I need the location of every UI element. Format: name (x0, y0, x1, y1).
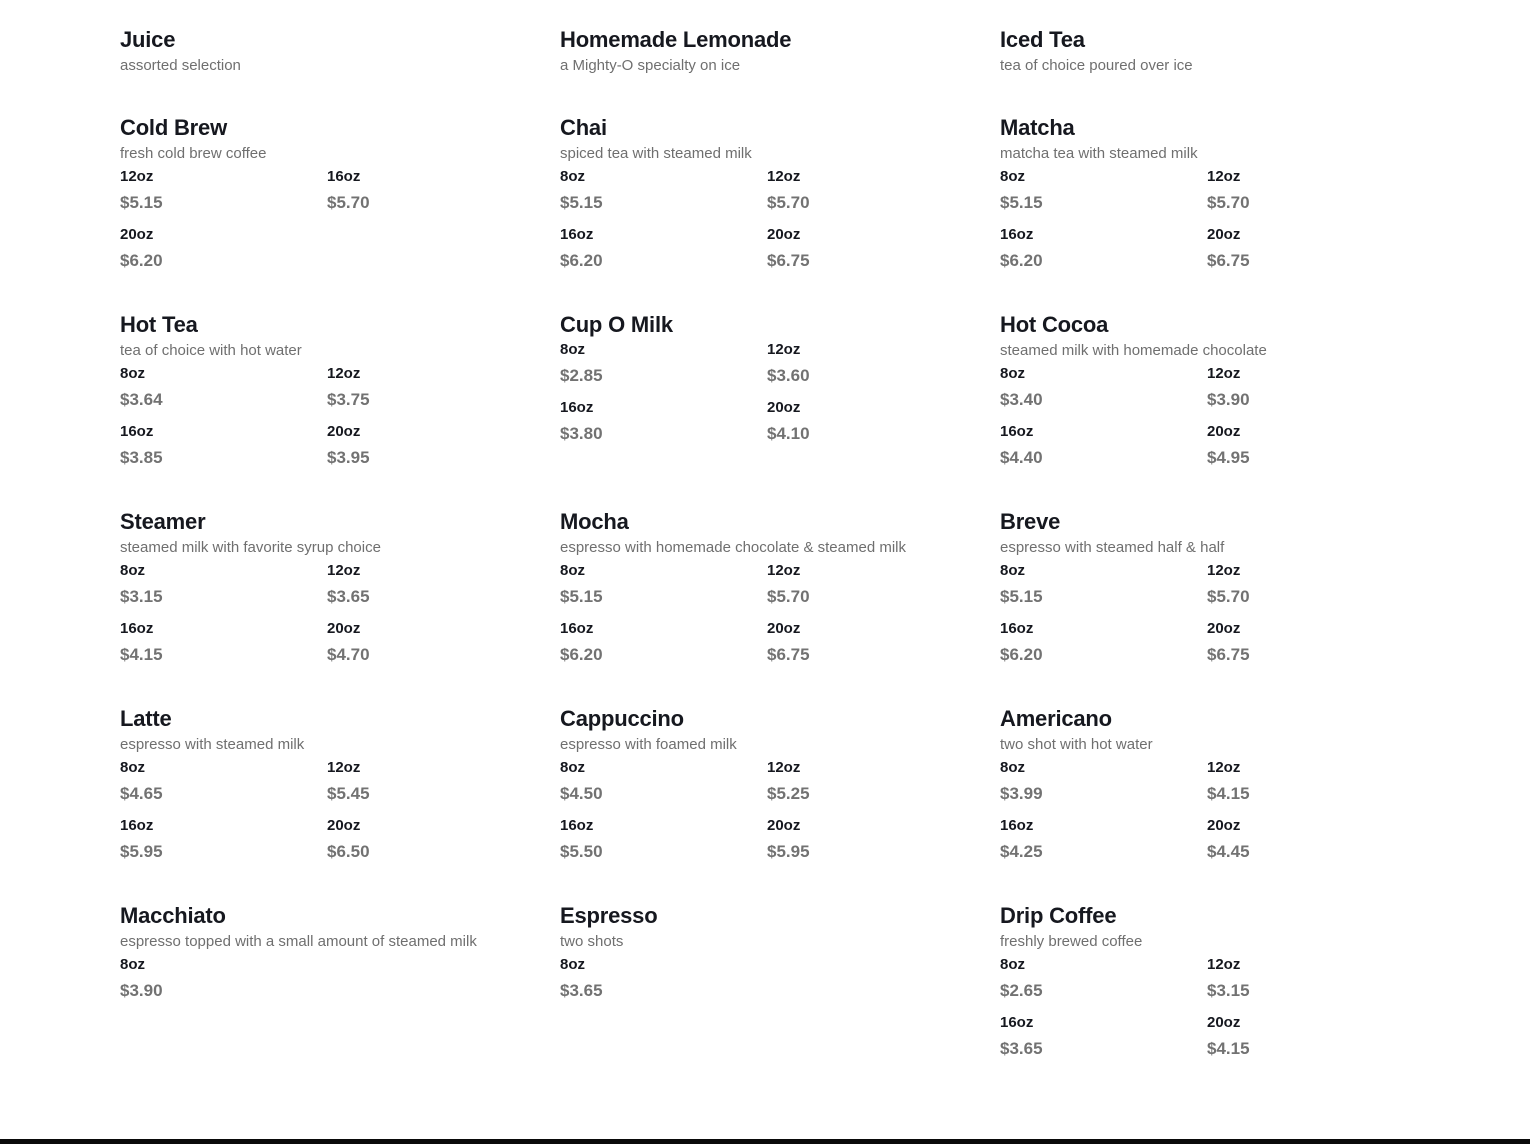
size-price: $2.65 (1000, 981, 1043, 1000)
size-price: $4.65 (120, 784, 163, 803)
item-name: Macchiato (120, 903, 226, 928)
size-price: $5.15 (1000, 587, 1043, 606)
menu-item (560, 705, 1000, 902)
size-label: 20oz (767, 399, 801, 416)
size-price: $6.50 (327, 842, 370, 861)
size-option (120, 166, 327, 224)
menu-item (1000, 114, 1440, 311)
item-name: Latte (120, 706, 172, 731)
size-option (767, 339, 974, 397)
size-label: 8oz (120, 956, 146, 973)
size-price: $3.60 (767, 366, 810, 385)
size-option (560, 618, 767, 676)
size-price: $5.15 (560, 587, 603, 606)
size-price-list (1000, 954, 1440, 1070)
item-name: Juice (120, 27, 176, 52)
size-option (1207, 954, 1414, 1012)
size-label: 12oz (1207, 168, 1241, 185)
size-label: 16oz (1000, 817, 1034, 834)
size-option (560, 757, 767, 815)
size-price: $2.85 (560, 366, 603, 385)
size-price: $4.50 (560, 784, 603, 803)
size-label: 16oz (120, 423, 154, 440)
size-price-list (120, 560, 560, 676)
item-name: Cup O Milk (560, 312, 673, 337)
size-label: 8oz (1000, 365, 1026, 382)
size-price: $4.10 (767, 424, 810, 443)
size-label: 8oz (560, 956, 586, 973)
size-price: $6.20 (560, 645, 603, 664)
size-label: 8oz (1000, 759, 1026, 776)
size-price: $3.75 (327, 390, 370, 409)
item-name: Cold Brew (120, 115, 227, 140)
size-option (1000, 421, 1207, 479)
size-option (327, 560, 534, 618)
size-price: $5.45 (327, 784, 370, 803)
size-label: 16oz (560, 226, 594, 243)
size-price: $6.20 (560, 251, 603, 270)
item-name: Hot Cocoa (1000, 312, 1109, 337)
menu-item (120, 114, 560, 311)
size-option (1000, 166, 1207, 224)
menu-item (560, 114, 1000, 311)
size-option (1207, 224, 1414, 282)
size-price-list (1000, 757, 1440, 873)
size-option (327, 363, 534, 421)
size-price: $5.70 (767, 587, 810, 606)
size-price: $3.15 (1207, 981, 1250, 1000)
size-label: 8oz (560, 562, 586, 579)
size-label: 20oz (1207, 226, 1241, 243)
item-name: Cappuccino (560, 706, 684, 731)
size-label: 20oz (767, 226, 801, 243)
size-price-list (560, 166, 1000, 282)
size-label: 20oz (327, 620, 361, 637)
item-description: matcha tea with steamed milk (1000, 145, 1198, 162)
item-description: assorted selection (120, 57, 241, 74)
size-price: $6.75 (1207, 645, 1250, 664)
size-label: 8oz (120, 562, 146, 579)
item-description: tea of choice with hot water (120, 342, 302, 359)
size-label: 20oz (120, 226, 154, 243)
size-option (327, 618, 534, 676)
size-option (1000, 618, 1207, 676)
size-label: 20oz (327, 423, 361, 440)
size-price: $3.40 (1000, 390, 1043, 409)
size-price-list (1000, 166, 1440, 282)
size-price: $4.45 (1207, 842, 1250, 861)
item-description: tea of choice poured over ice (1000, 57, 1193, 74)
size-option (1000, 560, 1207, 618)
menu-item (560, 311, 1000, 508)
size-label: 20oz (1207, 1014, 1241, 1031)
size-label: 8oz (120, 759, 146, 776)
size-option (120, 618, 327, 676)
size-label: 20oz (1207, 620, 1241, 637)
size-price: $4.15 (120, 645, 163, 664)
size-price-list (120, 757, 560, 873)
size-option (767, 166, 974, 224)
size-option (120, 363, 327, 421)
size-option (327, 166, 534, 224)
size-label: 12oz (1207, 365, 1241, 382)
size-option (767, 757, 974, 815)
size-option (1207, 560, 1414, 618)
size-option (767, 560, 974, 618)
size-label: 12oz (767, 562, 801, 579)
size-option (767, 618, 974, 676)
menu-item (1000, 902, 1440, 1099)
size-label: 16oz (1000, 226, 1034, 243)
size-price-list (120, 363, 560, 479)
size-price-list (1000, 363, 1440, 479)
size-price-list (120, 954, 560, 1012)
size-price: $3.15 (120, 587, 163, 606)
size-price: $6.20 (120, 251, 163, 270)
size-price: $3.64 (120, 390, 163, 409)
size-option (560, 954, 767, 1012)
size-price-list (560, 339, 1000, 455)
item-description: freshly brewed coffee (1000, 933, 1143, 950)
size-option (327, 757, 534, 815)
size-label: 20oz (1207, 817, 1241, 834)
size-option (560, 166, 767, 224)
size-label: 16oz (1000, 1014, 1034, 1031)
item-description: espresso with steamed half & half (1000, 539, 1225, 556)
size-price: $5.50 (560, 842, 603, 861)
menu-item (120, 508, 560, 705)
size-label: 16oz (120, 817, 154, 834)
size-price: $6.75 (767, 645, 810, 664)
size-price: $4.40 (1000, 448, 1043, 467)
item-name: Espresso (560, 903, 658, 928)
size-option (767, 397, 974, 455)
size-option (1207, 618, 1414, 676)
size-price: $3.90 (120, 981, 163, 1000)
size-label: 16oz (120, 620, 154, 637)
size-label: 16oz (560, 620, 594, 637)
size-price-list (120, 166, 560, 282)
menu-item (120, 26, 560, 114)
size-option (560, 560, 767, 618)
size-option (120, 421, 327, 479)
size-price: $6.75 (767, 251, 810, 270)
size-label: 8oz (560, 759, 586, 776)
size-label: 12oz (767, 759, 801, 776)
size-label: 20oz (1207, 423, 1241, 440)
menu-grid (120, 26, 1440, 1099)
size-price: $3.90 (1207, 390, 1250, 409)
size-label: 8oz (560, 341, 586, 358)
size-option (1000, 1012, 1207, 1070)
menu-item (120, 311, 560, 508)
size-option (120, 757, 327, 815)
item-description: two shot with hot water (1000, 736, 1153, 753)
size-option (1000, 757, 1207, 815)
size-option (767, 224, 974, 282)
item-description: steamed milk with homemade chocolate (1000, 342, 1267, 359)
menu-item (1000, 705, 1440, 902)
size-option (1000, 954, 1207, 1012)
size-price: $5.15 (560, 193, 603, 212)
item-description: a Mighty-O specialty on ice (560, 57, 741, 74)
size-option (120, 954, 327, 1012)
size-price-list (1000, 560, 1440, 676)
size-label: 8oz (120, 365, 146, 382)
size-label: 12oz (327, 365, 361, 382)
item-description: espresso with steamed milk (120, 736, 305, 753)
size-option (1207, 815, 1414, 873)
size-option (1207, 363, 1414, 421)
size-price: $3.65 (327, 587, 370, 606)
menu-item (560, 26, 1000, 114)
size-label: 12oz (1207, 562, 1241, 579)
item-description: two shots (560, 933, 624, 950)
size-price: $6.20 (1000, 251, 1043, 270)
item-name: Hot Tea (120, 312, 198, 337)
size-price: $5.95 (767, 842, 810, 861)
item-name: Chai (560, 115, 607, 140)
menu-item (120, 705, 560, 902)
item-description: spiced tea with steamed milk (560, 145, 752, 162)
size-option (1207, 166, 1414, 224)
size-option (120, 224, 327, 282)
size-price: $5.70 (327, 193, 370, 212)
size-label: 12oz (767, 341, 801, 358)
size-price: $6.75 (1207, 251, 1250, 270)
size-label: 16oz (327, 168, 361, 185)
menu-item (560, 508, 1000, 705)
size-price: $5.15 (1000, 193, 1043, 212)
size-price: $4.25 (1000, 842, 1043, 861)
size-option (560, 397, 767, 455)
size-option (1000, 815, 1207, 873)
size-option (120, 815, 327, 873)
size-label: 16oz (560, 817, 594, 834)
item-name: Breve (1000, 509, 1061, 534)
size-price: $3.80 (560, 424, 603, 443)
size-label: 12oz (120, 168, 154, 185)
item-name: Iced Tea (1000, 27, 1085, 52)
size-price: $3.99 (1000, 784, 1043, 803)
size-option (767, 815, 974, 873)
size-option (1207, 1012, 1414, 1070)
size-option (1000, 224, 1207, 282)
size-price: $6.20 (1000, 645, 1043, 664)
item-name: Homemade Lemonade (560, 27, 792, 52)
footer-divider (0, 1139, 1530, 1144)
item-description: fresh cold brew coffee (120, 145, 267, 162)
size-label: 8oz (1000, 562, 1026, 579)
size-label: 12oz (1207, 759, 1241, 776)
size-price: $4.95 (1207, 448, 1250, 467)
item-name: Americano (1000, 706, 1112, 731)
menu-item (1000, 508, 1440, 705)
size-option (560, 224, 767, 282)
item-description: espresso with foamed milk (560, 736, 737, 753)
size-price: $5.70 (1207, 587, 1250, 606)
size-label: 20oz (327, 817, 361, 834)
size-price: $4.15 (1207, 784, 1250, 803)
size-option (1207, 757, 1414, 815)
size-label: 12oz (327, 562, 361, 579)
item-name: Drip Coffee (1000, 903, 1117, 928)
item-description: espresso with homemade chocolate & steamed milk (560, 539, 906, 556)
size-label: 8oz (1000, 956, 1026, 973)
size-option (560, 815, 767, 873)
size-price: $4.70 (327, 645, 370, 664)
size-label: 20oz (767, 817, 801, 834)
menu-item (120, 902, 560, 1099)
size-price: $3.95 (327, 448, 370, 467)
size-label: 16oz (1000, 620, 1034, 637)
size-option (560, 339, 767, 397)
menu-item (560, 902, 1000, 1099)
size-price: $5.15 (120, 193, 163, 212)
item-name: Steamer (120, 509, 206, 534)
size-price: $3.65 (1000, 1039, 1043, 1058)
menu-item (1000, 26, 1440, 114)
size-label: 12oz (1207, 956, 1241, 973)
size-price: $5.70 (767, 193, 810, 212)
size-label: 12oz (327, 759, 361, 776)
size-price: $3.85 (120, 448, 163, 467)
size-label: 8oz (1000, 168, 1026, 185)
size-price: $5.70 (1207, 193, 1250, 212)
size-option (1207, 421, 1414, 479)
size-price-list (560, 560, 1000, 676)
size-label: 20oz (767, 620, 801, 637)
menu-item (1000, 311, 1440, 508)
item-name: Mocha (560, 509, 629, 534)
size-label: 16oz (1000, 423, 1034, 440)
size-label: 12oz (767, 168, 801, 185)
size-label: 16oz (560, 399, 594, 416)
size-option (327, 815, 534, 873)
size-option (327, 421, 534, 479)
size-price: $5.95 (120, 842, 163, 861)
size-price-list (560, 757, 1000, 873)
size-option (120, 560, 327, 618)
size-price-list (560, 954, 1000, 1012)
item-description: espresso topped with a small amount of steamed milk (120, 933, 477, 950)
item-description: steamed milk with favorite syrup choice (120, 539, 381, 556)
size-price: $4.15 (1207, 1039, 1250, 1058)
size-price: $5.25 (767, 784, 810, 803)
size-label: 8oz (560, 168, 586, 185)
item-name: Matcha (1000, 115, 1075, 140)
size-price: $3.65 (560, 981, 603, 1000)
size-option (1000, 363, 1207, 421)
